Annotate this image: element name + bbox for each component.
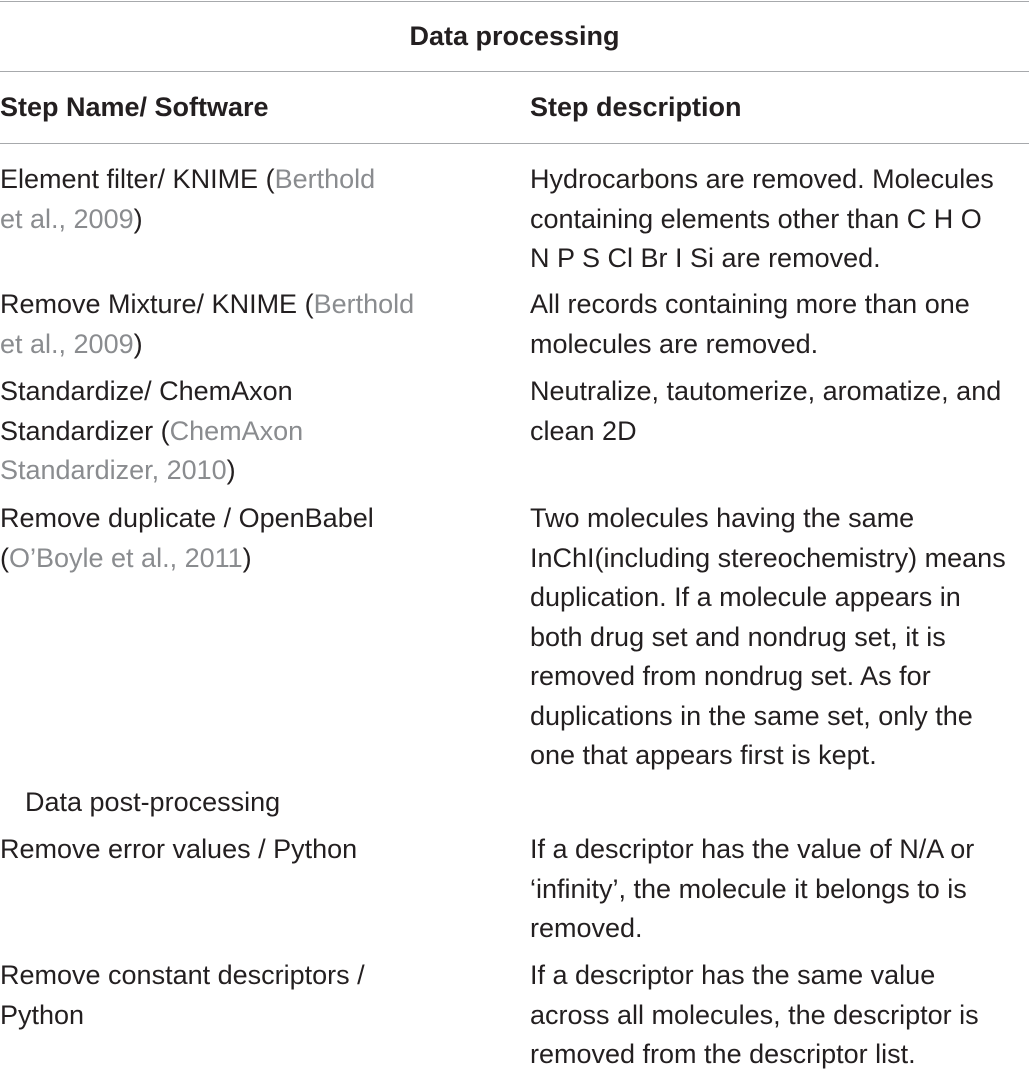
row-1-desc-line: Hydrocarbons are removed. Molecules [530, 164, 994, 194]
post-row-2-step-name [0, 956, 365, 1035]
row-1-name-line-1: Element filter/ KNIME (Berthold [0, 164, 376, 194]
post-row-1-step-name [0, 830, 357, 870]
row-3-desc-line: clean 2D [530, 415, 637, 446]
row-4-desc-line: duplication. If a molecule appears in [530, 582, 961, 612]
header-step-name: Step Name/ Software [0, 92, 269, 122]
row-3-name-line-3: Standardizer, 2010) [0, 455, 236, 485]
row-3-step-name [0, 372, 303, 491]
post-row-2-step-description [530, 956, 979, 1075]
citation-link[interactable]: Standardizer, 2010 [0, 455, 227, 485]
row-1-desc-line: containing elements other than C H O [530, 203, 982, 234]
row-2-desc-line: molecules are removed. [530, 328, 819, 359]
post-row-2-name-line-2: Python [0, 999, 85, 1030]
citation-link[interactable]: O’Boyle et al., 2011 [9, 542, 243, 573]
row-1-name-line-2: et al., 2009) [0, 203, 143, 234]
citation-link[interactable]: et al., 2009 [0, 203, 134, 234]
post-row-1-desc-line: removed. [530, 913, 643, 943]
post-row-2-name-line-1: Remove constant descriptors / [0, 960, 365, 990]
section-label-post-processing: Data post-processing [25, 787, 281, 817]
title-rule [0, 71, 1029, 72]
post-row-1-desc-line: ‘infinity’, the molecule it belongs to is [530, 873, 967, 904]
row-4-step-name [0, 499, 374, 578]
row-4-desc-line: both drug set and nondrug set, it is [530, 621, 946, 652]
row-4-desc-line: removed from nondrug set. As for [530, 661, 931, 691]
post-row-1-desc-line: If a descriptor has the value of N/A or [530, 834, 975, 864]
row-3-step-description [530, 372, 1001, 451]
row-4-step-description [530, 499, 1006, 776]
citation-link[interactable]: ChemAxon [169, 415, 304, 446]
row-1-desc-line: N P S Cl Br I Si are removed. [530, 243, 881, 273]
row-4-name-line-1: Remove duplicate / OpenBabel [0, 503, 374, 533]
row-4-name-line-2: (O’Boyle et al., 2011) [0, 542, 252, 573]
row-4-desc-line: one that appears first is kept. [530, 740, 877, 770]
post-row-2-desc-line: If a descriptor has the same value [530, 960, 936, 990]
row-3-name-line-1: Standardize/ ChemAxon [0, 376, 293, 406]
row-4-desc-line: duplications in the same set, only the [530, 700, 973, 731]
row-2-desc-line: All records containing more than one [530, 289, 970, 319]
header-rule [0, 143, 1029, 144]
post-row-2-desc-line: across all molecules, the descriptor is [530, 999, 979, 1030]
row-2-name-line-2: et al., 2009) [0, 328, 143, 359]
row-4-desc-line: Two molecules having the same [530, 503, 915, 533]
row-4-desc-line: InChI(including stereochemistry) means [530, 542, 1006, 573]
citation-link[interactable]: Berthold [313, 289, 415, 319]
row-2-name-line-1: Remove Mixture/ KNIME (Berthold [0, 289, 415, 319]
table-title: Data processing [409, 21, 620, 51]
row-3-name-line-2: Standardizer (ChemAxon [0, 415, 304, 446]
citation-link[interactable]: Berthold [274, 164, 376, 194]
row-1-step-description [530, 160, 994, 279]
post-row-2-desc-line: removed from the descriptor list. [530, 1039, 916, 1069]
post-row-1-name-line-1: Remove error values / Python [0, 834, 358, 864]
citation-link[interactable]: et al., 2009 [0, 328, 134, 359]
row-3-desc-line: Neutralize, tautomerize, aromatize, and [530, 376, 1002, 406]
top-rule [0, 1, 1029, 2]
row-1-step-name [0, 160, 375, 239]
row-2-step-description [530, 285, 970, 364]
row-2-step-name [0, 285, 414, 364]
post-row-1-step-description [530, 830, 974, 949]
header-step-description: Step description [530, 92, 742, 122]
